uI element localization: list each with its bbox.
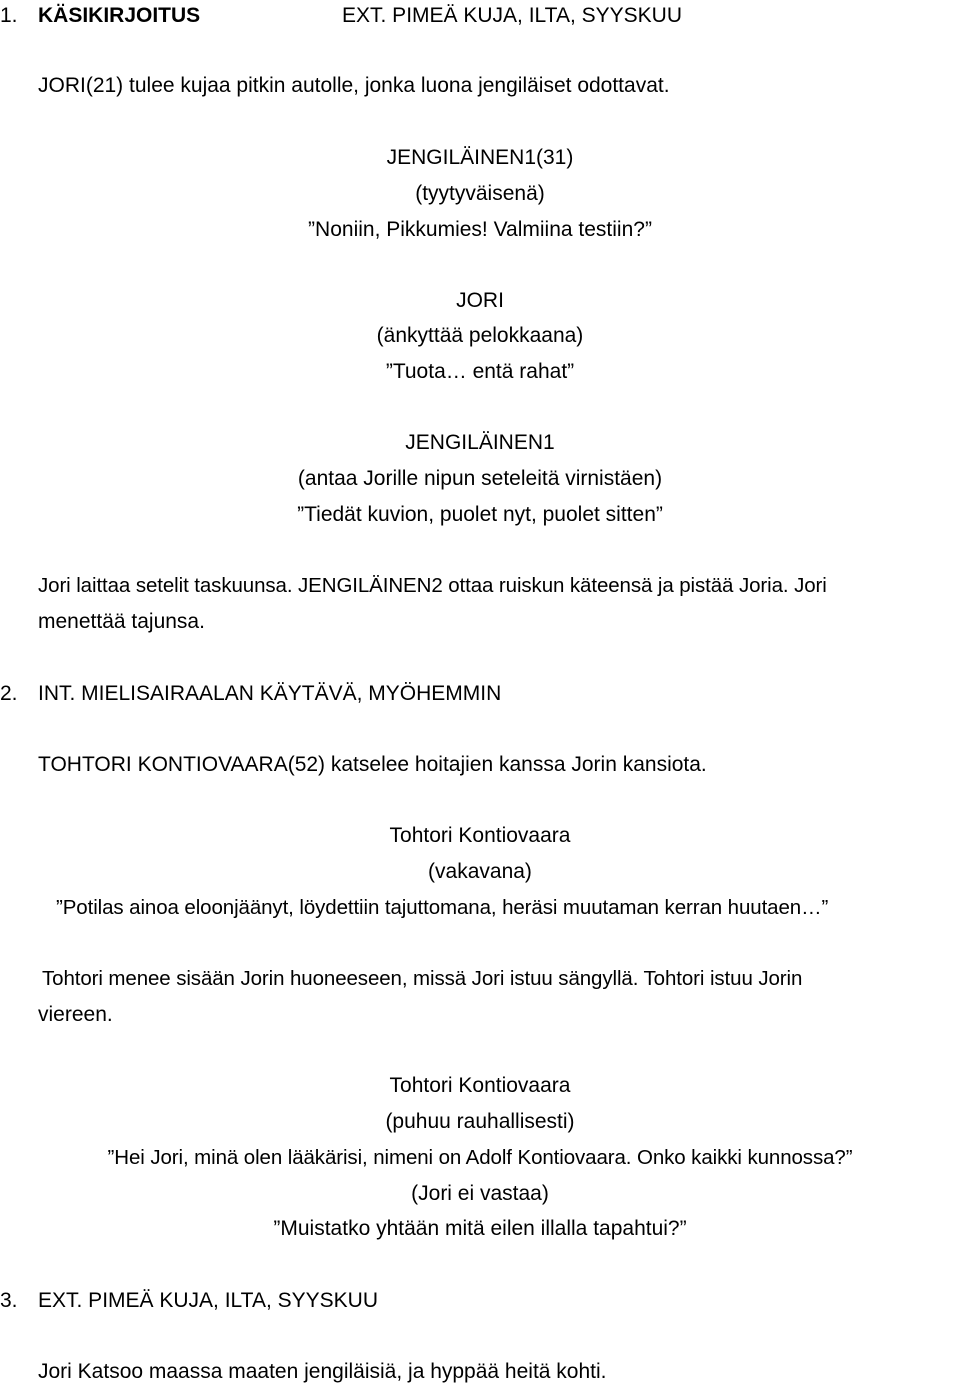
scene-1-action: JORI(21) tulee kujaa pitkin autolle, jonka luona jengiläiset odottavat. — [38, 74, 670, 97]
scene-1-dialogue-1-line: ”Noniin, Pikkumies! Valmiina testiin?” — [308, 218, 652, 241]
scene-1-slugline: EXT. PIMEÄ KUJA, ILTA, SYYSKUU — [342, 4, 682, 27]
scene-1-dialogue-2-character: JORI — [456, 289, 504, 312]
scene-2-dialogue-2-line: ”Hei Jori, minä olen lääkärisi, nimeni on Adolf Kontiovaara. Onko kaikki kunnossa?” — [107, 1146, 853, 1169]
scene-2-action-2-line-1: Tohtori menee sisään Jorin huoneeseen, missä Jori istuu sängyllä. Tohtori istuu Jorin — [42, 967, 803, 990]
scene-3-number: 3. — [0, 1289, 18, 1312]
scene-2-dialogue-1-character: Tohtori Kontiovaara — [389, 824, 571, 847]
scene-2-slugline: INT. MIELISAIRAALAN KÄYTÄVÄ, MYÖHEMMIN — [38, 682, 502, 705]
scene-1-heading-label: KÄSIKIRJOITUS — [38, 4, 201, 27]
scene-1-dialogue-3-character: JENGILÄINEN1 — [405, 431, 555, 454]
scene-2-action: TOHTORI KONTIOVAARA(52) katselee hoitajien kanssa Jorin kansiota. — [38, 753, 707, 776]
scene-2-dialogue-2-parenthetical-2: (Jori ei vastaa) — [411, 1182, 549, 1205]
scene-1-dialogue-1-parenthetical: (tyytyväisenä) — [415, 182, 545, 205]
scene-1-action-2-line-1: Jori laittaa setelit taskuunsa. JENGILÄINEN2 ottaa ruiskun käteensä ja pistää Joria. Jori — [38, 574, 827, 597]
scene-2-dialogue-1-parenthetical: (vakavana) — [428, 860, 532, 883]
scene-1-number: 1. — [0, 4, 18, 27]
scene-2-dialogue-2-line-2: ”Muistatko yhtään mitä eilen illalla tapahtui?” — [273, 1217, 687, 1240]
scene-1-dialogue-1-character: JENGILÄINEN1(31) — [386, 146, 574, 169]
scene-2-dialogue-2-character: Tohtori Kontiovaara — [389, 1074, 571, 1097]
scene-3-slugline: EXT. PIMEÄ KUJA, ILTA, SYYSKUU — [38, 1289, 378, 1312]
scene-3-action: Jori Katsoo maassa maaten jengiläisiä, ja hyppää heitä kohti. — [38, 1360, 607, 1383]
scene-2-dialogue-2-parenthetical: (puhuu rauhallisesti) — [385, 1110, 575, 1133]
scene-1-dialogue-2-line: ”Tuota… entä rahat” — [385, 360, 575, 383]
scene-1-action-2-line-2: menettää tajunsa. — [38, 610, 205, 633]
scene-1-dialogue-3-line: ”Tiedät kuvion, puolet nyt, puolet sitten” — [297, 503, 663, 526]
scene-1-dialogue-3-parenthetical: (antaa Jorille nipun seteleitä virnistäen) — [297, 467, 663, 490]
scene-2-action-2-line-2: viereen. — [38, 1003, 113, 1026]
scene-2-number: 2. — [0, 682, 18, 705]
scene-1-dialogue-2-parenthetical: (änkyttää pelokkaana) — [376, 324, 584, 347]
scene-2-dialogue-1-line: ”Potilas ainoa eloonjäänyt, löydettiin tajuttomana, heräsi muutaman kerran huutaen…” — [56, 896, 829, 919]
